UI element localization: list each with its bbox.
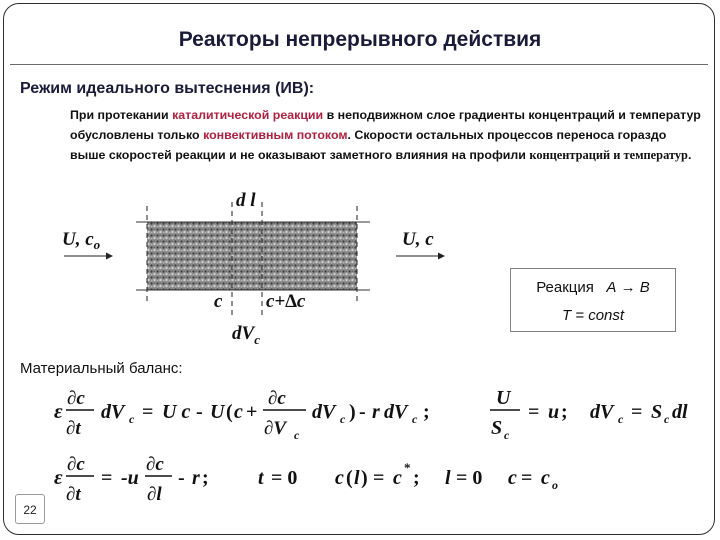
svg-text:ε: ε xyxy=(54,399,63,423)
svg-text:c: c xyxy=(129,412,135,426)
svg-text:(: ( xyxy=(346,467,353,489)
inlet-label: U, $c_o$ xyxy=(62,229,101,252)
svg-text:r: r xyxy=(192,467,200,489)
reaction-arrow-icon: → xyxy=(620,279,636,296)
svg-text:c: c xyxy=(618,412,624,426)
svg-text:=: = xyxy=(373,467,385,489)
material-balance-label: Материальный баланс: xyxy=(20,360,183,377)
svg-text:-: - xyxy=(196,401,203,423)
section-subtitle: Режим идеального вытеснения (ИВ): xyxy=(20,80,315,97)
svg-text:(: ( xyxy=(226,401,233,423)
svg-text:U: U xyxy=(496,387,511,409)
svg-text:c: c xyxy=(504,428,510,442)
svg-text:dV: dV xyxy=(312,401,336,423)
svg-text:t: t xyxy=(258,467,264,489)
svg-text:c: c xyxy=(508,467,517,489)
page-number: 22 xyxy=(15,494,45,524)
svg-text:U c: U c xyxy=(162,401,191,423)
svg-text:c: c xyxy=(664,412,670,426)
svg-text:S: S xyxy=(651,401,663,423)
svg-text:+: + xyxy=(246,401,258,423)
reaction-word: Реакция xyxy=(536,279,594,296)
svg-text:l: l xyxy=(354,467,360,489)
svg-text:dV: dV xyxy=(101,401,125,423)
svg-text:∂c: ∂c xyxy=(67,454,85,475)
para-text-1: При протекании xyxy=(70,108,173,122)
dl-label: d l xyxy=(236,190,256,211)
svg-text:o: o xyxy=(552,478,558,492)
svg-text:∂t: ∂t xyxy=(66,418,81,439)
svg-text:-: - xyxy=(359,401,366,423)
svg-text:;: ; xyxy=(561,401,568,423)
para-text-2: в неподвижном слое градиенты концентраций и температур обусловлены только xyxy=(70,108,701,142)
svg-text:;: ; xyxy=(413,467,420,489)
svg-text:∂t: ∂t xyxy=(66,484,81,505)
svg-text:;: ; xyxy=(423,401,430,423)
c-right-label: c+∆c xyxy=(266,291,306,312)
c-left-label: c xyxy=(214,291,223,312)
para-text-end: . xyxy=(687,148,692,162)
svg-text:∂c: ∂c xyxy=(67,388,85,409)
svg-text:c: c xyxy=(294,428,300,442)
svg-text:*: * xyxy=(404,460,411,475)
svg-text:r: r xyxy=(372,401,380,423)
svg-text:dV: dV xyxy=(384,401,408,423)
svg-text:∂c: ∂c xyxy=(146,454,164,475)
svg-text:∂l: ∂l xyxy=(147,484,162,505)
svg-text:dl: dl xyxy=(672,401,688,423)
svg-text:=: = xyxy=(528,401,540,423)
svg-text:dV: dV xyxy=(590,401,614,423)
svg-text:=: = xyxy=(101,467,113,489)
svg-text:;: ; xyxy=(202,467,209,489)
svg-text:c: c xyxy=(335,467,344,489)
para-highlight-convective: конвективным потоком xyxy=(203,128,348,142)
svg-text:= 0: = 0 xyxy=(271,467,298,489)
svg-text:=: = xyxy=(521,467,533,489)
product-b: B xyxy=(639,279,650,296)
svg-text:c: c xyxy=(393,467,402,489)
svg-text:): ) xyxy=(361,467,368,489)
svg-text:c: c xyxy=(340,412,346,426)
slide-title: Реакторы непрерывного действия xyxy=(178,28,542,51)
para-highlight-catalytic: каталитической реакции xyxy=(172,108,324,122)
reactant-a: A xyxy=(606,279,617,296)
svg-text:c: c xyxy=(234,401,243,423)
svg-text:∂V: ∂V xyxy=(264,418,287,439)
outlet-label: U, c xyxy=(402,229,434,250)
para-text-3: . Скорости остальных процессов переноса гораздо выше скоростей реакции и не оказывают заметного влияния на профили xyxy=(70,128,667,162)
svg-text:U: U xyxy=(210,401,225,423)
svg-text:∂c: ∂c xyxy=(268,388,286,409)
para-text-serif: концентраций и температур xyxy=(529,148,688,162)
svg-text:l: l xyxy=(445,467,451,489)
svg-text:S: S xyxy=(491,417,503,439)
svg-text:u: u xyxy=(548,401,560,423)
svg-text:ε: ε xyxy=(54,465,63,489)
svg-text:=: = xyxy=(142,401,154,423)
svg-text:= 0: = 0 xyxy=(456,467,483,489)
dv-label: $dV_c$ xyxy=(232,323,260,347)
temperature-condition: T = const xyxy=(561,307,625,324)
svg-text:c: c xyxy=(541,467,550,489)
svg-text:=: = xyxy=(631,401,643,423)
svg-text:-u: -u xyxy=(121,467,139,489)
svg-text:): ) xyxy=(349,401,356,423)
svg-text:c: c xyxy=(412,412,418,426)
svg-text:-: - xyxy=(178,467,185,489)
